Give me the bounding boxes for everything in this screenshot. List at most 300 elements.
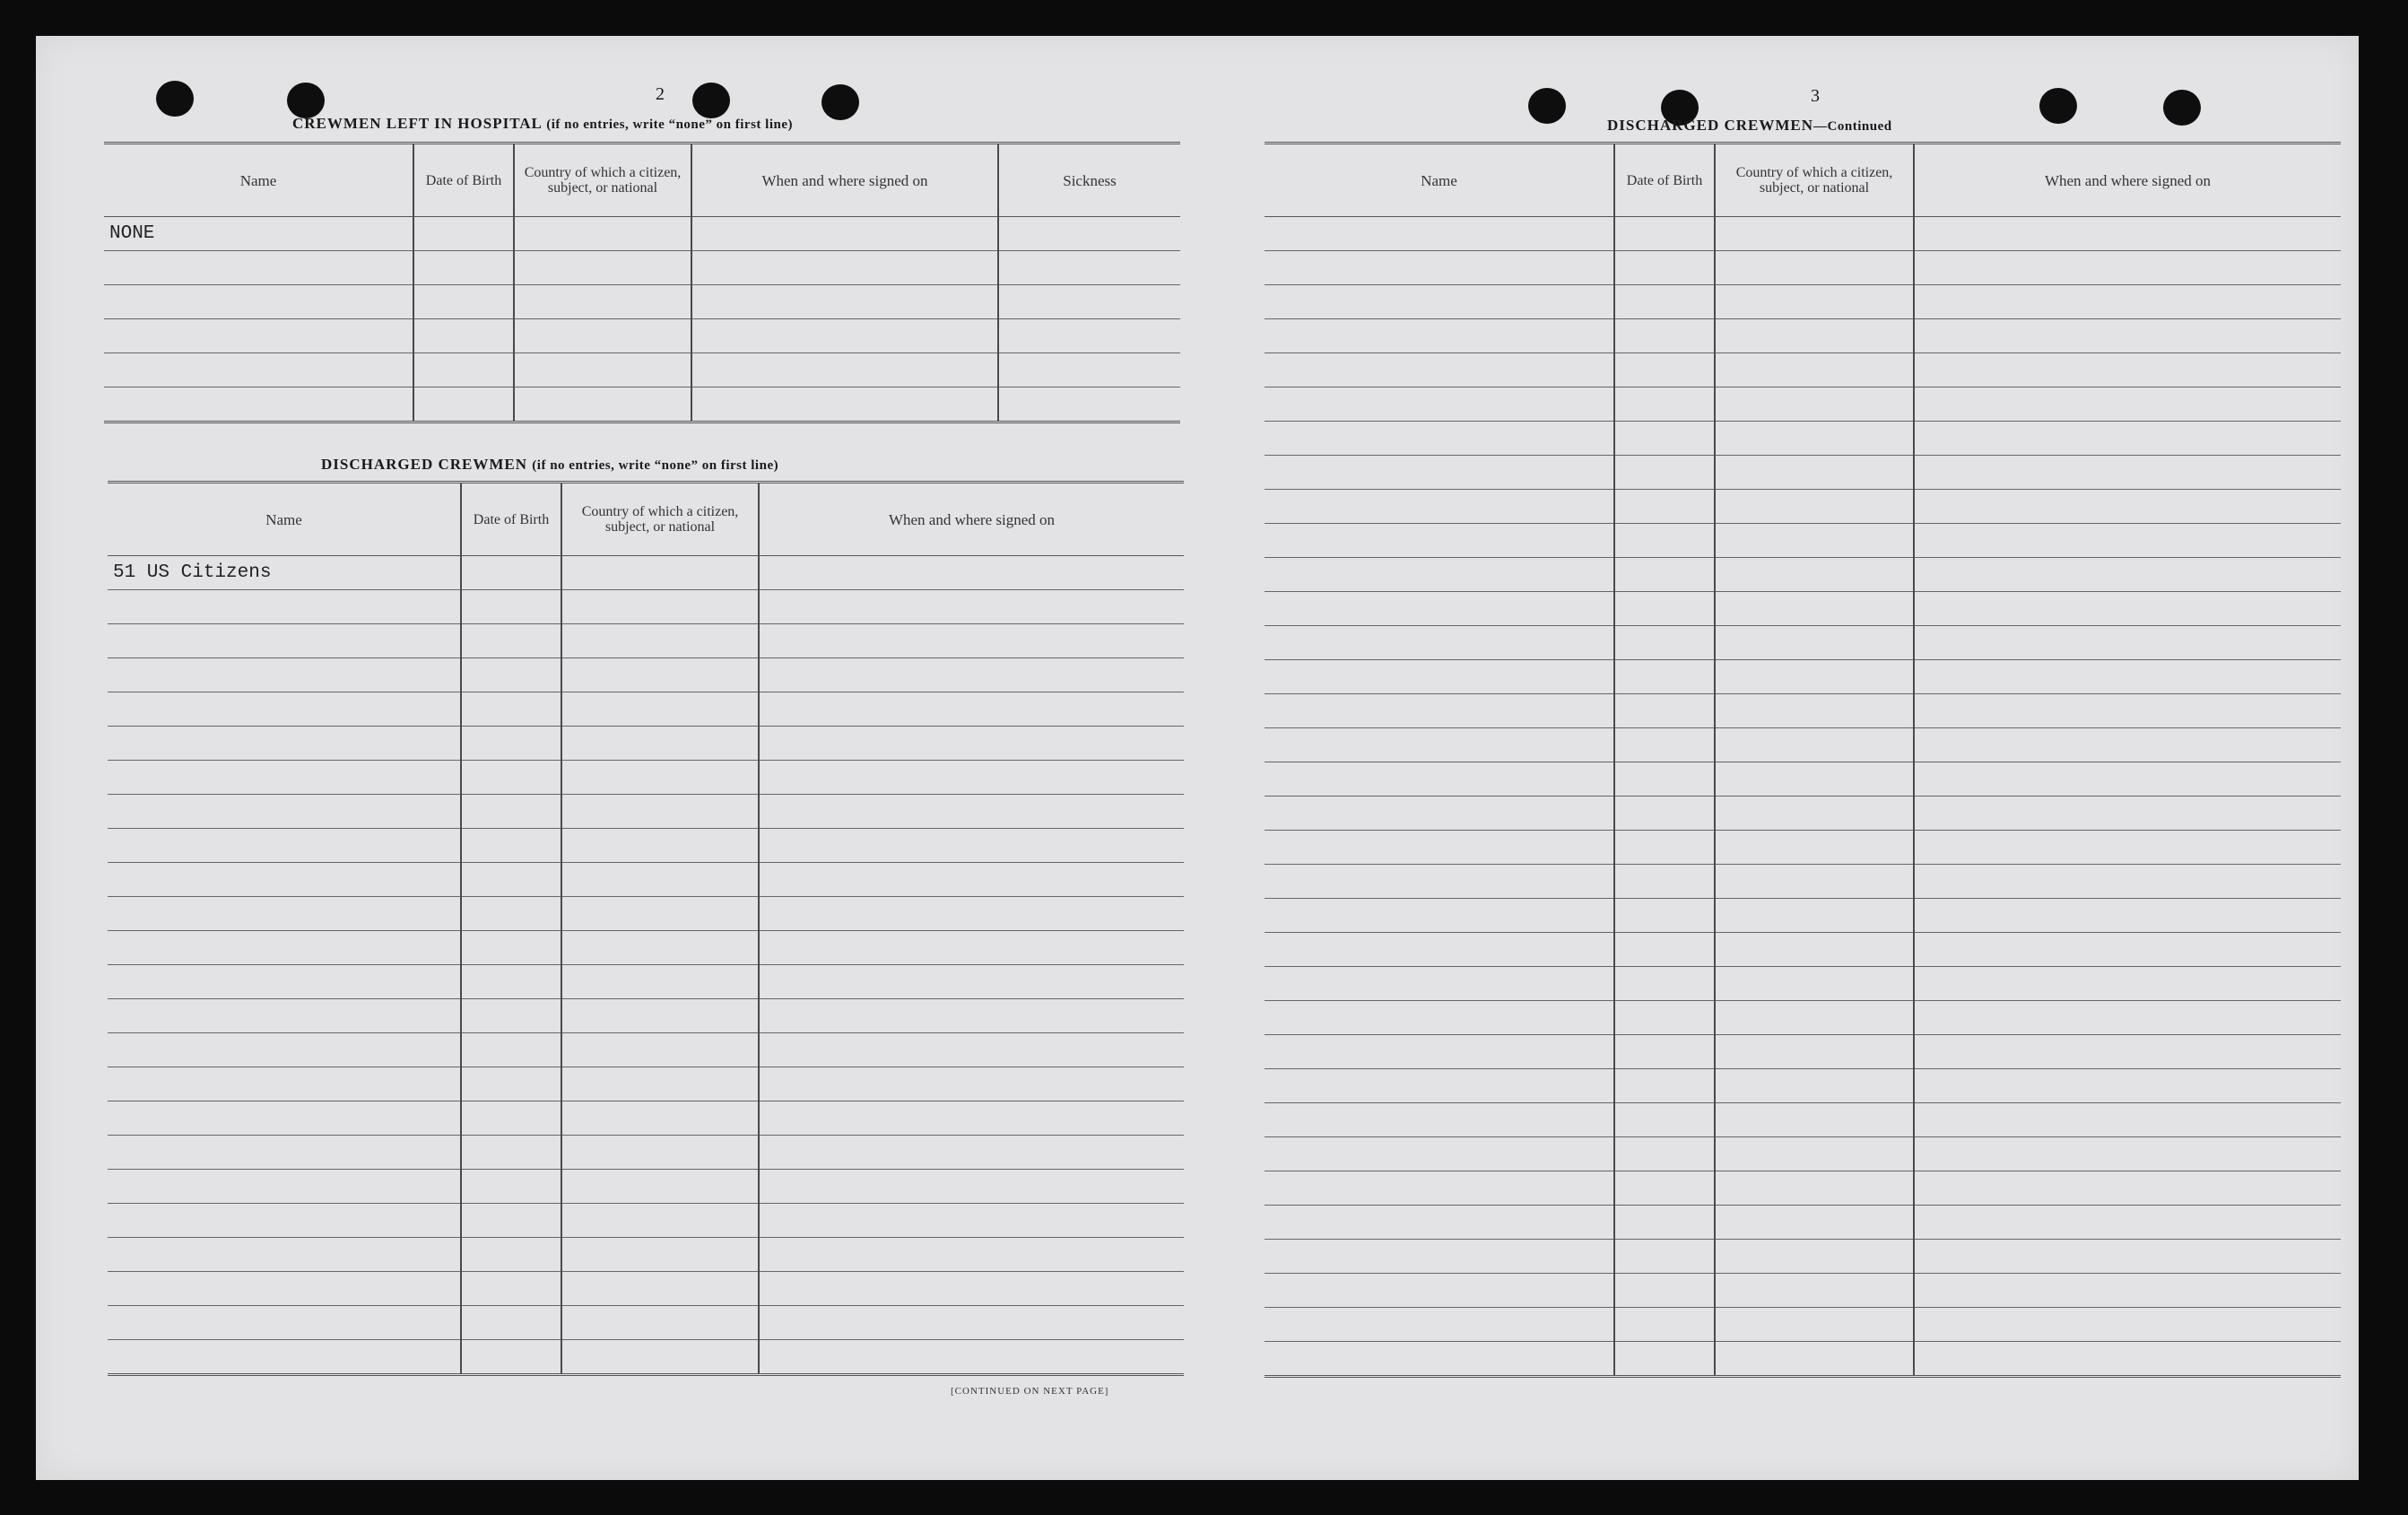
table-cell	[759, 1204, 1184, 1238]
table-cell	[413, 285, 514, 319]
table-cell	[759, 863, 1184, 897]
table-cell	[561, 1306, 759, 1340]
table-cell	[759, 829, 1184, 863]
table-cell	[1914, 285, 2341, 319]
discharged-continued-table	[1265, 142, 2341, 1378]
table-cell	[1914, 387, 2341, 422]
table-row	[108, 1067, 1184, 1101]
table-cell	[108, 1067, 461, 1101]
table-cell	[461, 1272, 561, 1306]
table-row	[1265, 626, 2341, 660]
col-header-signed-on: When and where signed on	[1914, 144, 2341, 217]
table-row	[108, 692, 1184, 727]
table-cell	[1265, 1035, 1614, 1069]
table-cell	[461, 590, 561, 624]
table-cell	[759, 965, 1184, 999]
table-cell	[1614, 422, 1715, 456]
table-cell	[691, 251, 998, 285]
table-cell	[514, 387, 691, 422]
table-cell	[1715, 1274, 1914, 1308]
table-cell	[691, 217, 998, 251]
table-cell	[1914, 1001, 2341, 1035]
table-cell	[1265, 490, 1614, 524]
table-cell	[108, 1340, 461, 1375]
table-cell	[561, 931, 759, 965]
discharged-title-text: DISCHARGED CREWMEN	[321, 456, 528, 473]
table-cell	[1715, 967, 1914, 1001]
table-row	[1265, 1035, 2341, 1069]
table-cell	[461, 1136, 561, 1170]
punch-hole	[2039, 88, 2077, 124]
table-cell	[108, 1204, 461, 1238]
table-row	[108, 761, 1184, 795]
table-cell	[561, 727, 759, 761]
table-row	[1265, 1001, 2341, 1035]
discharged-section-title	[321, 456, 778, 474]
table-cell	[1614, 387, 1715, 422]
table-cell	[1914, 831, 2341, 865]
table-row	[1265, 353, 2341, 387]
table-cell	[1614, 319, 1715, 353]
table-row	[1265, 319, 2341, 353]
table-cell	[691, 319, 998, 353]
table-cell	[108, 658, 461, 692]
table-cell	[1715, 285, 1914, 319]
table-row	[1265, 1274, 2341, 1308]
table-cell	[561, 624, 759, 658]
table-cell	[1715, 490, 1914, 524]
table-cell	[691, 285, 998, 319]
table-row	[1265, 387, 2341, 422]
table-row	[1265, 899, 2341, 933]
col-header-country: Country of which a citizen, subject, or national	[514, 144, 691, 217]
table-cell	[1265, 1171, 1614, 1206]
table-row	[1265, 217, 2341, 251]
table-cell	[561, 795, 759, 829]
table-cell	[108, 624, 461, 658]
table-cell	[759, 1101, 1184, 1136]
col-header-country: Country of which a citizen, subject, or national	[561, 483, 759, 556]
table-cell	[1614, 762, 1715, 797]
table-cell	[1614, 899, 1715, 933]
table-cell	[461, 692, 561, 727]
table-cell	[561, 658, 759, 692]
table-cell	[759, 1170, 1184, 1204]
table-cell	[1614, 797, 1715, 831]
table-cell	[108, 863, 461, 897]
table-cell	[413, 217, 514, 251]
table-cell	[1715, 899, 1914, 933]
table-cell	[1614, 217, 1715, 251]
table-cell	[1614, 1274, 1715, 1308]
table-cell	[998, 251, 1180, 285]
table-row	[1265, 1171, 2341, 1206]
table-cell	[461, 1306, 561, 1340]
table-cell	[1614, 1342, 1715, 1377]
table-cell	[1914, 694, 2341, 728]
table-cell	[759, 590, 1184, 624]
table-cell	[759, 727, 1184, 761]
table-row	[1265, 285, 2341, 319]
table-row	[108, 1238, 1184, 1272]
col-header-name: Name	[108, 483, 461, 556]
table-cell	[1715, 694, 1914, 728]
table-cell	[1265, 1103, 1614, 1137]
table-cell	[461, 1033, 561, 1067]
table-row	[104, 217, 1180, 251]
col-header-dob: Date of Birth	[1614, 144, 1715, 217]
table-cell	[759, 1067, 1184, 1101]
table-cell: NONE	[104, 217, 413, 251]
table-cell	[1715, 524, 1914, 558]
table-cell	[1265, 1342, 1614, 1377]
table-cell	[461, 761, 561, 795]
punch-hole	[692, 83, 730, 118]
table-row	[1265, 1240, 2341, 1274]
punch-hole	[822, 84, 859, 120]
table-cell	[108, 795, 461, 829]
table-row	[1265, 1206, 2341, 1240]
table-row	[108, 965, 1184, 999]
table-cell	[1914, 626, 2341, 660]
col-header-dob: Date of Birth	[461, 483, 561, 556]
table-cell	[104, 251, 413, 285]
table-row	[1265, 762, 2341, 797]
table-cell	[1265, 1206, 1614, 1240]
table-row	[1265, 456, 2341, 490]
table-cell	[759, 692, 1184, 727]
table-cell	[413, 251, 514, 285]
table-cell	[1614, 933, 1715, 967]
table-cell	[1715, 592, 1914, 626]
table-cell	[1914, 1035, 2341, 1069]
table-cell	[759, 931, 1184, 965]
table-cell	[1914, 1274, 2341, 1308]
table-cell	[1614, 1103, 1715, 1137]
table-cell	[759, 1238, 1184, 1272]
table-cell	[461, 965, 561, 999]
table-cell	[1914, 524, 2341, 558]
table-cell	[1614, 251, 1715, 285]
table-cell	[104, 319, 413, 353]
table-cell	[104, 285, 413, 319]
table-cell	[1614, 490, 1715, 524]
table-cell	[998, 217, 1180, 251]
table-cell	[1914, 967, 2341, 1001]
table-cell	[1614, 592, 1715, 626]
table-cell	[1914, 1069, 2341, 1103]
table-cell	[1614, 1240, 1715, 1274]
discharged-title-note: (if no entries, write “none” on first line)	[532, 458, 779, 473]
table-cell	[1614, 626, 1715, 660]
table-cell	[1715, 1342, 1914, 1377]
table-row	[108, 829, 1184, 863]
table-cell	[1715, 1206, 1914, 1240]
punch-hole	[1528, 88, 1566, 124]
table-row	[108, 590, 1184, 624]
table-row	[1265, 967, 2341, 1001]
table-cell	[1614, 1035, 1715, 1069]
table-cell	[1715, 251, 1914, 285]
table-cell	[1715, 797, 1914, 831]
table-cell	[1614, 524, 1715, 558]
table-cell	[108, 897, 461, 931]
table-cell	[461, 863, 561, 897]
table-cell	[1914, 1103, 2341, 1137]
table-cell	[759, 1340, 1184, 1375]
table-cell	[461, 1238, 561, 1272]
table-cell	[759, 761, 1184, 795]
table-cell	[108, 1101, 461, 1136]
hospital-title-note: (if no entries, write “none” on first line)	[546, 118, 793, 132]
table-cell	[108, 931, 461, 965]
table-cell	[1715, 387, 1914, 422]
continued-title-note: —Continued	[1813, 119, 1892, 134]
table-cell	[1265, 626, 1614, 660]
table-row	[1265, 933, 2341, 967]
table-cell	[1265, 762, 1614, 797]
table-cell	[561, 1340, 759, 1375]
table-cell	[1265, 797, 1614, 831]
table-cell	[108, 727, 461, 761]
table-cell	[1914, 319, 2341, 353]
table-cell	[759, 1306, 1184, 1340]
table-row	[1265, 694, 2341, 728]
table-row	[108, 1101, 1184, 1136]
col-header-signed-on: When and where signed on	[759, 483, 1184, 556]
table-row	[108, 863, 1184, 897]
table-cell	[413, 387, 514, 422]
table-cell	[461, 829, 561, 863]
table-cell	[1265, 285, 1614, 319]
table-row	[1265, 1137, 2341, 1171]
table-cell	[461, 897, 561, 931]
punch-hole	[287, 83, 325, 118]
table-cell	[461, 1170, 561, 1204]
table-cell	[413, 353, 514, 387]
discharged-continued-title	[1607, 117, 1892, 135]
col-header-sickness: Sickness	[998, 144, 1180, 217]
table-cell	[108, 590, 461, 624]
table-cell	[1614, 285, 1715, 319]
table-cell	[1715, 1035, 1914, 1069]
table-cell	[108, 965, 461, 999]
table-cell	[561, 556, 759, 590]
table-cell	[1614, 1308, 1715, 1342]
table-cell	[1614, 558, 1715, 592]
table-cell	[561, 1136, 759, 1170]
table-cell	[461, 999, 561, 1033]
table-cell	[108, 761, 461, 795]
table-cell	[1614, 1137, 1715, 1171]
table-cell	[1914, 1171, 2341, 1206]
table-cell	[561, 1272, 759, 1306]
table-cell	[759, 1272, 1184, 1306]
table-cell	[1715, 660, 1914, 694]
table-cell	[108, 692, 461, 727]
table-row	[108, 897, 1184, 931]
table-cell	[104, 387, 413, 422]
table-cell	[1265, 1137, 1614, 1171]
table-cell	[1715, 558, 1914, 592]
table-cell	[1715, 1001, 1914, 1035]
table-cell	[1715, 865, 1914, 899]
table-cell	[561, 692, 759, 727]
table-row	[108, 1306, 1184, 1340]
table-row	[108, 1340, 1184, 1375]
table-cell	[1914, 456, 2341, 490]
table-cell	[998, 387, 1180, 422]
table-cell	[1265, 728, 1614, 762]
table-cell	[1265, 319, 1614, 353]
table-row	[1265, 728, 2341, 762]
table-cell	[1265, 387, 1614, 422]
table-cell	[461, 795, 561, 829]
table-row	[1265, 865, 2341, 899]
table-row	[108, 1204, 1184, 1238]
table-row	[104, 251, 1180, 285]
table-row	[108, 624, 1184, 658]
table-row	[108, 999, 1184, 1033]
table-cell	[759, 658, 1184, 692]
table-cell	[1715, 456, 1914, 490]
hospital-title-text: CREWMEN LEFT IN HOSPITAL	[292, 115, 542, 132]
table-cell	[1265, 592, 1614, 626]
table-cell	[759, 1033, 1184, 1067]
table-cell	[461, 727, 561, 761]
table-cell	[1715, 422, 1914, 456]
table-row	[1265, 422, 2341, 456]
table-cell	[108, 1033, 461, 1067]
table-row	[108, 727, 1184, 761]
table-cell	[561, 965, 759, 999]
table-cell	[1715, 217, 1914, 251]
table-row	[1265, 592, 2341, 626]
table-cell	[759, 999, 1184, 1033]
table-cell	[461, 1340, 561, 1375]
table-cell	[1914, 422, 2341, 456]
table-row	[108, 795, 1184, 829]
table-cell	[104, 353, 413, 387]
table-row	[1265, 490, 2341, 524]
table-row	[1265, 831, 2341, 865]
punch-hole	[2163, 90, 2201, 126]
table-cell	[561, 1101, 759, 1136]
table-cell	[1914, 899, 2341, 933]
table-row	[1265, 797, 2341, 831]
page-number-left: 2	[656, 84, 665, 104]
table-row	[104, 285, 1180, 319]
table-cell	[561, 1238, 759, 1272]
col-header-name: Name	[1265, 144, 1614, 217]
table-cell	[561, 863, 759, 897]
table-cell	[1914, 1308, 2341, 1342]
table-cell	[1914, 251, 2341, 285]
table-cell	[1614, 456, 1715, 490]
table-row	[108, 1272, 1184, 1306]
table-cell	[1914, 558, 2341, 592]
table-cell	[1265, 353, 1614, 387]
table-cell	[691, 387, 998, 422]
table-cell	[1715, 1137, 1914, 1171]
table-cell	[759, 624, 1184, 658]
table-cell	[1914, 762, 2341, 797]
table-cell	[561, 1067, 759, 1101]
table-cell	[1914, 1342, 2341, 1377]
table-cell	[1715, 728, 1914, 762]
table-cell	[461, 1204, 561, 1238]
table-cell	[1614, 660, 1715, 694]
table-cell	[1265, 899, 1614, 933]
continued-footnote: [CONTINUED ON NEXT PAGE]	[951, 1386, 1109, 1397]
table-cell	[1614, 353, 1715, 387]
table-cell	[561, 897, 759, 931]
table-cell	[998, 319, 1180, 353]
continued-title-text: DISCHARGED CREWMEN	[1607, 117, 1814, 134]
table-cell	[1914, 1137, 2341, 1171]
table-cell	[108, 1136, 461, 1170]
table-cell	[514, 251, 691, 285]
table-cell	[1715, 1069, 1914, 1103]
table-cell	[1265, 660, 1614, 694]
table-cell	[998, 353, 1180, 387]
table-cell	[1614, 694, 1715, 728]
col-header-name: Name	[104, 144, 413, 217]
table-cell	[1614, 728, 1715, 762]
table-cell	[759, 1136, 1184, 1170]
table-row	[104, 353, 1180, 387]
table-cell	[1265, 251, 1614, 285]
table-row	[108, 931, 1184, 965]
table-cell	[514, 217, 691, 251]
table-cell	[1265, 1001, 1614, 1035]
table-cell	[561, 999, 759, 1033]
table-cell	[759, 795, 1184, 829]
table-row	[1265, 558, 2341, 592]
table-row	[1265, 1103, 2341, 1137]
table-cell	[691, 353, 998, 387]
table-cell	[1914, 660, 2341, 694]
table-cell	[1265, 967, 1614, 1001]
table-cell	[1614, 831, 1715, 865]
table-cell	[561, 1170, 759, 1204]
table-cell	[461, 1067, 561, 1101]
table-cell	[1914, 865, 2341, 899]
table-row	[1265, 1069, 2341, 1103]
table-row	[108, 1136, 1184, 1170]
table-cell	[1265, 933, 1614, 967]
table-cell: 51 US Citizens	[108, 556, 461, 590]
table-cell	[461, 931, 561, 965]
table-row	[104, 319, 1180, 353]
table-cell	[461, 556, 561, 590]
table-cell	[1715, 762, 1914, 797]
table-cell	[1265, 1308, 1614, 1342]
table-cell	[1715, 319, 1914, 353]
table-cell	[759, 897, 1184, 931]
table-cell	[1914, 933, 2341, 967]
table-cell	[1265, 1240, 1614, 1274]
table-cell	[1715, 831, 1914, 865]
table-cell	[759, 556, 1184, 590]
table-cell	[561, 590, 759, 624]
document-sheet	[36, 36, 2359, 1480]
table-row	[108, 1033, 1184, 1067]
hospital-section-title	[292, 115, 793, 133]
table-cell	[1265, 456, 1614, 490]
table-cell	[1265, 422, 1614, 456]
table-row	[1265, 1342, 2341, 1377]
